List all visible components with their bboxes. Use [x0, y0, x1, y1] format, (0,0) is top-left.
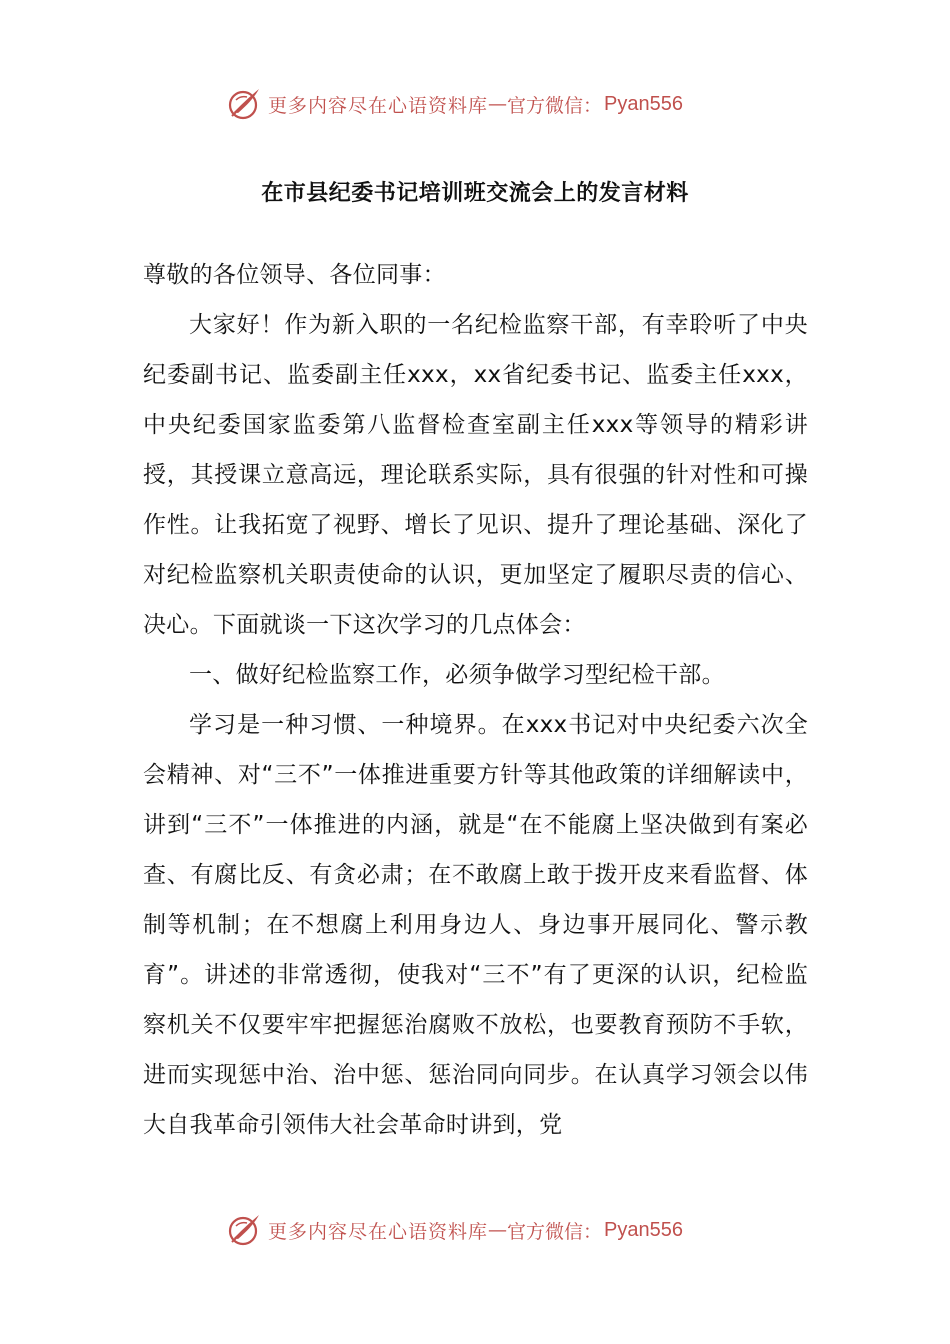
banner-text: 更多内容尽在心语资料库 [268, 94, 489, 117]
document-body [143, 250, 808, 1150]
section-heading: 一、做好纪检监察工作，必须争做学习型纪检干部。 [189, 662, 725, 688]
header-banner [226, 84, 746, 124]
banner-label: 官方微信： [507, 94, 603, 117]
salutation: 尊敬的各位领导、各位同事： [143, 262, 446, 288]
banner-handle: Pyan556 [604, 1218, 683, 1241]
footer-banner [226, 1210, 746, 1250]
quill-logo-icon [226, 1212, 262, 1248]
paragraph: 学习是一种习惯、一种境界。在xxx书记对中央纪委六次全会精神、对“三不”一体推进重要方针等其他政策的详细解读中，讲到“三不”一体推进的内涵，就是“在不能腐上坚决做到有案必查、有腐比反、有贪必肃；在不敢腐上敢于拨开皮来看监督、体制等机制；在不想腐上利用身边人、身边事开展同化、警示教育”。讲述的非常透彻，使我对“三不”有了更深的认识，纪检监察机关不仅要牢牢把握惩治腐败不放松，也要教育预防不手软，进而实现惩中治、治中惩、惩治同向同步。在认真学习领会以伟大自我革命引领伟大社会革命时讲到，党 [143, 712, 808, 1138]
banner-handle: Pyan556 [604, 92, 683, 115]
banner-separator: — [488, 93, 508, 115]
quill-logo-icon [226, 86, 262, 122]
banner-separator: — [488, 1219, 508, 1241]
paragraph: 大家好！作为新入职的一名纪检监察干部，有幸聆听了中央纪委副书记、监委副主任xxx，xx省纪委书记、监委主任xxx，中央纪委国家监委第八监督检查室副主任xxx等领导的精彩讲授，其授课立意高远，理论联系实际，具有很强的针对性和可操作性。让我拓宽了视野、增长了见识、提升了理论基础、深化了对纪检监察机关职责使命的认识，更加坚定了履职尽责的信心、决心。下面就谈一下这次学习的几点体会： [143, 312, 808, 638]
banner-text: 更多内容尽在心语资料库 [268, 1220, 489, 1243]
banner-label: 官方微信： [507, 1220, 603, 1243]
document-title: 在市县纪委书记培训班交流会上的发言材料 [261, 181, 689, 206]
